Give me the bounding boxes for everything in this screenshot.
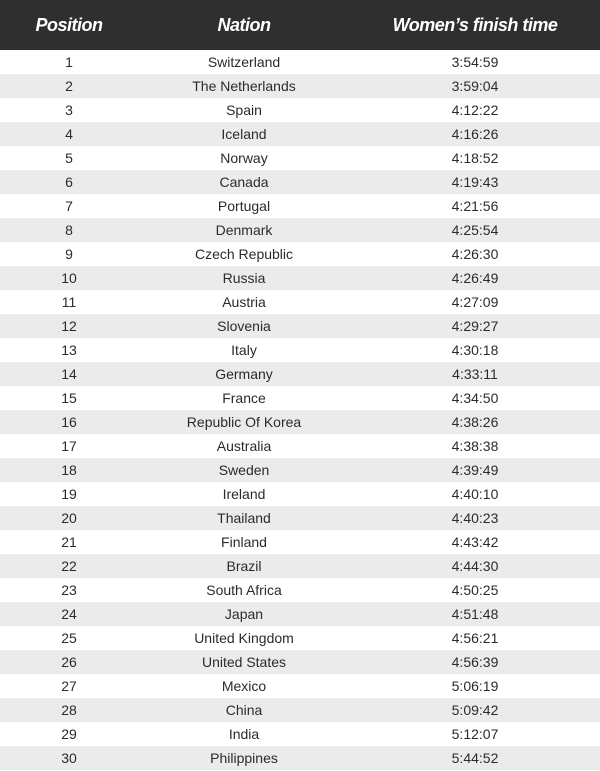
position-cell: 23 — [61, 582, 77, 598]
nation-cell: The Netherlands — [192, 78, 296, 94]
position-cell: 4 — [65, 126, 73, 142]
finish-time-cell: 4:51:48 — [451, 606, 499, 622]
finish-time-cell: 5:09:42 — [451, 702, 499, 718]
position-cell: 13 — [61, 342, 77, 358]
nation-cell: United Kingdom — [194, 630, 294, 646]
finish-time-cell: 4:38:38 — [451, 438, 499, 454]
position-cell: 25 — [61, 630, 77, 646]
position-cell: 15 — [61, 390, 77, 406]
finish-time-cell: 4:12:22 — [451, 102, 499, 118]
finish-time-cell: 4:38:26 — [451, 414, 499, 430]
nation-cell: Portugal — [217, 198, 271, 214]
nation-cell: China — [225, 702, 263, 718]
table-row — [0, 122, 600, 146]
position-cell: 12 — [61, 318, 77, 334]
position-cell: 30 — [61, 750, 77, 766]
finish-time-cell: 4:26:30 — [451, 246, 499, 262]
table-row — [0, 530, 600, 554]
finish-time-cell: 3:54:59 — [451, 54, 499, 70]
nation-cell: Italy — [231, 342, 257, 358]
nation-cell: Thailand — [217, 510, 271, 526]
position-cell: 6 — [65, 174, 73, 190]
table-row — [0, 194, 600, 218]
position-cell: 17 — [61, 438, 77, 454]
nation-cell: Japan — [224, 606, 264, 622]
position-cell: 29 — [61, 726, 77, 742]
position-cell: 3 — [65, 102, 73, 118]
table-row — [0, 650, 600, 674]
nation-cell: Finland — [221, 534, 267, 550]
nation-cell: India — [228, 726, 260, 742]
nation-cell: Russia — [222, 270, 266, 286]
position-cell: 28 — [61, 702, 77, 718]
nation-cell: Germany — [215, 366, 273, 382]
position-cell: 1 — [65, 54, 73, 70]
position-cell: 10 — [61, 270, 77, 286]
finish-time-cell: 4:40:23 — [451, 510, 499, 526]
table-row — [0, 98, 600, 122]
position-cell: 14 — [61, 366, 77, 382]
nation-cell: Republic Of Korea — [186, 414, 302, 430]
finish-time-cell: 4:19:43 — [451, 174, 499, 190]
table-row — [0, 722, 600, 746]
finish-time-cell: 4:43:42 — [451, 534, 499, 550]
table-row — [0, 290, 600, 314]
finish-time-cell: 4:29:27 — [451, 318, 499, 334]
nation-cell: Ireland — [222, 486, 266, 502]
header-finish-time: Women’s finish time — [392, 14, 558, 35]
finish-time-cell: 5:44:52 — [451, 750, 499, 766]
nation-cell: Canada — [219, 174, 269, 190]
finish-time-cell: 4:33:11 — [452, 366, 498, 382]
finish-time-cell: 4:16:26 — [451, 126, 499, 142]
nation-cell: United States — [201, 654, 287, 670]
position-cell: 18 — [61, 462, 77, 478]
finish-time-cell: 4:34:50 — [451, 390, 499, 406]
finish-time-cell: 4:50:25 — [451, 582, 499, 598]
finish-time-cell: 4:39:49 — [451, 462, 499, 478]
table-row — [0, 482, 600, 506]
table-row — [0, 218, 600, 242]
table-row — [0, 746, 600, 770]
position-cell: 2 — [65, 78, 73, 94]
finish-time-cell: 5:06:19 — [451, 678, 499, 694]
nation-cell: Norway — [220, 150, 268, 166]
table-row — [0, 362, 600, 386]
nation-cell: Iceland — [221, 126, 267, 142]
nation-cell: Sweden — [218, 462, 270, 478]
nation-cell: Austria — [222, 294, 266, 310]
table-row — [0, 434, 600, 458]
table-row — [0, 314, 600, 338]
nation-cell: Switzerland — [207, 54, 281, 70]
finish-time-cell: 4:40:10 — [451, 486, 499, 502]
position-cell: 21 — [61, 534, 77, 550]
nation-cell: Czech Republic — [194, 246, 294, 262]
table-row — [0, 386, 600, 410]
table-row — [0, 266, 600, 290]
position-cell: 5 — [65, 150, 73, 166]
finish-time-cell: 4:26:49 — [451, 270, 499, 286]
position-cell: 19 — [61, 486, 77, 502]
table-row — [0, 338, 600, 362]
table-row — [0, 242, 600, 266]
table-row — [0, 554, 600, 578]
position-cell: 26 — [61, 654, 77, 670]
finish-time-cell: 4:56:39 — [451, 654, 499, 670]
position-cell: 11 — [61, 294, 77, 310]
table-row — [0, 602, 600, 626]
finish-time-cell: 4:25:54 — [451, 222, 499, 238]
nation-cell: Spain — [226, 102, 262, 118]
position-cell: 16 — [61, 414, 77, 430]
finish-time-cell: 4:27:09 — [451, 294, 499, 310]
table-row — [0, 74, 600, 98]
position-cell: 20 — [61, 510, 77, 526]
position-cell: 27 — [61, 678, 77, 694]
table-row — [0, 458, 600, 482]
table-row — [0, 146, 600, 170]
nation-cell: Philippines — [210, 750, 278, 766]
position-cell: 9 — [65, 246, 73, 262]
table-row — [0, 506, 600, 530]
nation-cell: Mexico — [221, 678, 267, 694]
position-cell: 24 — [61, 606, 77, 622]
table-row — [0, 50, 600, 74]
table-row — [0, 626, 600, 650]
table-row — [0, 410, 600, 434]
table-body — [0, 50, 600, 770]
table-header — [0, 0, 600, 50]
finish-time-cell: 4:18:52 — [451, 150, 499, 166]
finish-time-cell: 4:56:21 — [451, 630, 499, 646]
finish-time-cell: 5:12:07 — [451, 726, 499, 742]
header-position: Position — [35, 14, 103, 35]
nation-cell: Australia — [216, 438, 272, 454]
finish-time-cell: 4:30:18 — [451, 342, 499, 358]
table-row — [0, 698, 600, 722]
nation-cell: Denmark — [215, 222, 273, 238]
nation-cell: South Africa — [206, 582, 282, 598]
header-nation: Nation — [217, 14, 271, 35]
finish-time-cell: 3:59:04 — [451, 78, 499, 94]
table-row — [0, 170, 600, 194]
table-row — [0, 674, 600, 698]
table-row — [0, 578, 600, 602]
nation-cell: Slovenia — [217, 318, 271, 334]
position-cell: 8 — [65, 222, 73, 238]
finish-time-cell: 4:44:30 — [451, 558, 499, 574]
position-cell: 7 — [65, 198, 73, 214]
finish-time-cell: 4:21:56 — [451, 198, 499, 214]
position-cell: 22 — [61, 558, 77, 574]
nation-cell: France — [222, 390, 266, 406]
nation-cell: Brazil — [226, 558, 262, 574]
